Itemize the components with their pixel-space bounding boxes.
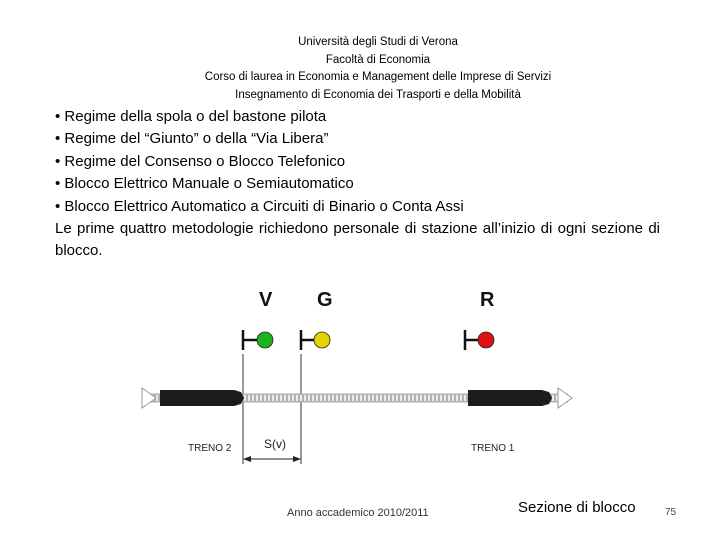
bullet-item: • Blocco Elettrico Manuale o Semiautomatico	[55, 175, 354, 193]
slide-header	[0, 34, 720, 104]
page-number: 75	[665, 507, 677, 518]
distance-arrow	[243, 456, 301, 462]
diagram-caption: Sezione di blocco	[518, 499, 636, 516]
track-end-arrow-icon	[558, 388, 572, 408]
academic-year: Anno accademico 2010/2011	[287, 507, 429, 519]
signal-label-g: G	[317, 289, 333, 311]
block-diagram-svg	[138, 276, 588, 476]
university-name: Università degli Studi di Verona	[298, 36, 458, 48]
signal-yellow	[301, 330, 330, 350]
track-start-arrow-icon	[142, 388, 156, 408]
bullet-item: • Regime della spola o del bastone pilota	[55, 108, 327, 125]
bullet-item: • Regime del “Giunto” o della “Via Libera”	[55, 130, 329, 148]
signal-red	[465, 330, 494, 350]
teaching-name: Insegnamento di Economia dei Trasporti e della Mobilità	[235, 88, 521, 101]
signal-label-r: R	[480, 289, 495, 311]
signal-light-green	[257, 332, 273, 348]
body-paragraph: Le prime quattro metodologie richiedono personale di stazione all’inizio di ogni sezione di blocco.	[55, 220, 660, 260]
train-1-label: TRENO 1	[471, 443, 515, 454]
bullet-item: • Regime del Consenso o Blocco Telefonico	[55, 152, 346, 170]
course-name: Corso di laurea in Economia e Management delle Imprese di Servizi	[204, 71, 552, 83]
signal-green	[243, 330, 273, 350]
train-1	[468, 390, 552, 406]
block-section-diagram	[138, 276, 588, 481]
bullet-list	[55, 106, 660, 263]
signal-label-v: V	[259, 289, 273, 311]
signal-light-yellow	[314, 332, 330, 348]
distance-label: S(v)	[264, 437, 286, 451]
train-2	[160, 390, 244, 406]
faculty-name: Facoltà di Economia	[325, 53, 431, 66]
signal-light-red	[478, 332, 494, 348]
bullet-item: • Blocco Elettrico Automatico a Circuiti di Binario o Conta Assi	[55, 197, 464, 215]
train-2-label: TRENO 2	[188, 443, 232, 454]
